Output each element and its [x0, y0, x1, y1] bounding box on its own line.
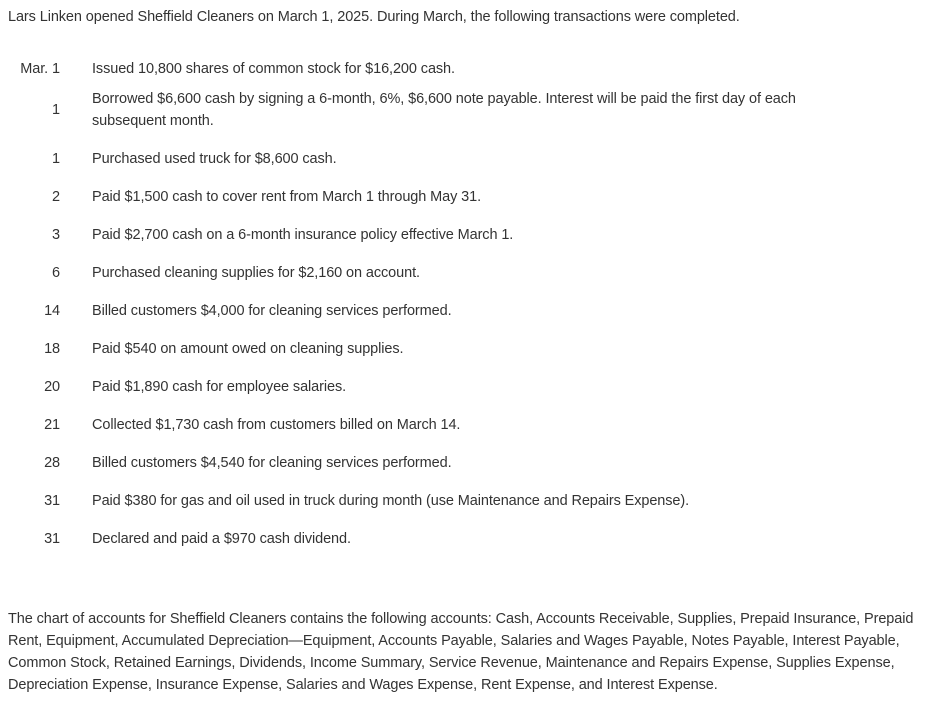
transactions-table — [8, 58, 938, 558]
transaction-row — [8, 520, 938, 558]
transaction-description: Paid $1,890 cash for employee salaries. — [92, 379, 347, 395]
transaction-date: 1 — [52, 151, 60, 167]
problem-intro: Lars Linken opened Sheffield Cleaners on March 1, 2025. During March, the following transactions were completed. — [8, 9, 740, 25]
transaction-description: Borrowed $6,600 cash by signing a 6-month, 6%, $6,600 note payable. Interest will be paid the first day of each subsequent month. — [92, 91, 796, 129]
transaction-date: 20 — [44, 379, 60, 395]
transaction-description: Purchased used truck for $8,600 cash. — [92, 151, 337, 167]
transaction-row — [8, 482, 938, 520]
transaction-row — [8, 58, 938, 80]
transaction-row — [8, 406, 938, 444]
transaction-description: Collected $1,730 cash from customers billed on March 14. — [92, 417, 461, 433]
transaction-date: 31 — [44, 531, 60, 547]
transaction-date: 1 — [52, 102, 60, 118]
transaction-description: Billed customers $4,540 for cleaning services performed. — [92, 455, 452, 471]
transaction-date: 14 — [44, 303, 60, 319]
transaction-description: Declared and paid a $970 cash dividend. — [92, 531, 351, 547]
transaction-description: Paid $2,700 cash on a 6-month insurance policy effective March 1. — [92, 227, 514, 243]
transaction-date: 6 — [52, 265, 60, 281]
transaction-description: Paid $540 on amount owed on cleaning supplies. — [92, 341, 404, 357]
transaction-row — [8, 216, 938, 254]
transaction-date: 21 — [44, 417, 60, 433]
transaction-description: Paid $1,500 cash to cover rent from March 1 through May 31. — [92, 189, 482, 205]
transaction-description: Purchased cleaning supplies for $2,160 on account. — [92, 265, 420, 281]
chart-of-accounts-paragraph: The chart of accounts for Sheffield Cleaners contains the following accounts: Cash, Accounts Receivable, Supplies, Prepaid Insurance, Prepaid Rent, Equipment, Accumulated Depreciation—Equipment, Accounts Payable, Salaries and Wages Payable, Notes Payable, Interest Payable, Common Stock, Retained Earnings, Dividends, Income Summary, Service Revenue, Maintenance and Repairs Expense, Supplies Expense, Depreciation Expense, Insurance Expense, Salaries and Wages Expense, Rent Expense, and Interest Expense. — [8, 611, 914, 693]
transaction-date: 31 — [44, 493, 60, 509]
transaction-date: 2 — [52, 189, 60, 205]
transaction-row — [8, 178, 938, 216]
transaction-row — [8, 330, 938, 368]
transaction-date: 3 — [52, 227, 60, 243]
transaction-description: Paid $380 for gas and oil used in truck during month (use Maintenance and Repairs Expense). — [92, 493, 690, 509]
transaction-description: Issued 10,800 shares of common stock for $16,200 cash. — [92, 61, 455, 77]
transaction-row — [8, 254, 938, 292]
transaction-date: Mar. 1 — [20, 61, 60, 77]
transaction-row — [8, 444, 938, 482]
transaction-row — [8, 368, 938, 406]
transaction-date: 28 — [44, 455, 60, 471]
transaction-row — [8, 292, 938, 330]
transaction-row — [8, 140, 938, 178]
transaction-date: 18 — [44, 341, 60, 357]
transaction-description: Billed customers $4,000 for cleaning services performed. — [92, 303, 452, 319]
transaction-row — [8, 80, 938, 140]
